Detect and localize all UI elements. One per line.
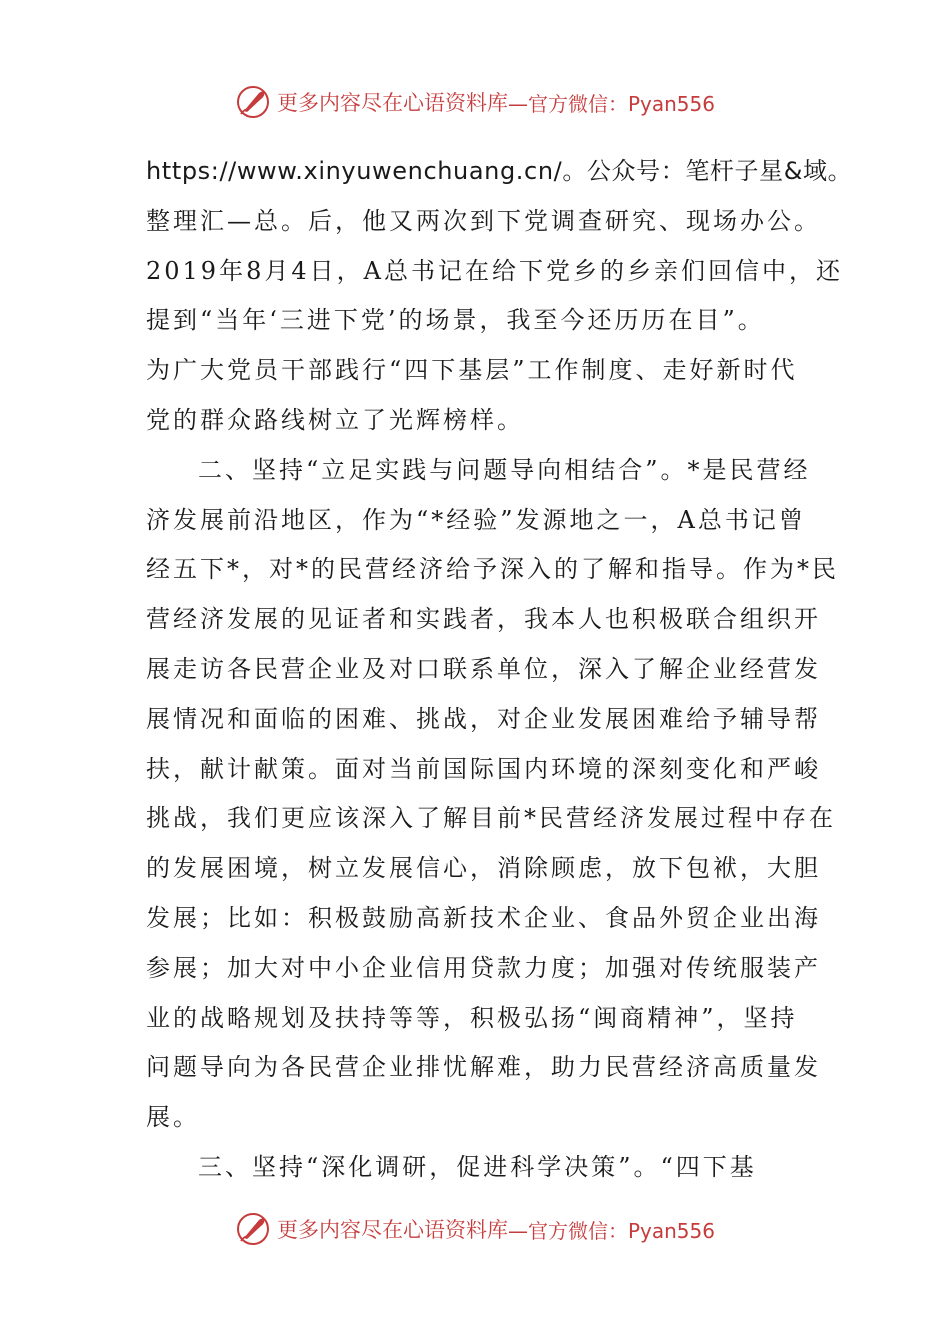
- text-line: 为广大党员干部践行“四下基层”工作制度、走好新时代: [146, 356, 798, 385]
- text-line: 济发展前沿地区，作为“*经验”发源地之一，A总书记曾: [146, 505, 806, 534]
- quill-pen-icon: [235, 1211, 271, 1247]
- text-line: 参展；加大对中小企业信用贷款力度；加强对传统服装产: [146, 953, 821, 982]
- text-line: 的发展困境，树立发展信心，消除顾虑，放下包袱，大胆: [146, 854, 821, 883]
- banner-title: 更多内容尽在心语资料库: [276, 1218, 508, 1242]
- banner-contact: —官方微信：Pyan556: [507, 91, 715, 116]
- text-line: 营经济发展的见证者和实践者，我本人也积极联合组织开: [146, 605, 821, 634]
- text-line: https://www.xinyuwenchuang.cn/。公众号：笔杆子星&域。: [146, 157, 853, 185]
- quill-pen-icon: [235, 84, 271, 120]
- text-line: 展情况和面临的困难、挑战，对企业发展困难给予辅导帮: [146, 704, 821, 733]
- text-line: 挑战，我们更应该深入了解目前*民营经济发展过程中存在: [146, 804, 836, 833]
- text-line: 提到“当年‘三进下党’的场景，我至今还历历在目”。: [146, 306, 765, 335]
- text-line: 展。: [146, 1103, 200, 1132]
- text-line: 三、坚持“深化调研，促进科学决策”。“四下基: [198, 1152, 757, 1181]
- text-line: 扶，献计献策。面对当前国际国内环境的深刻变化和严峻: [146, 754, 821, 783]
- text-line: 经五下*，对*的民营经济给予深入的了解和指导。作为*民: [146, 555, 839, 584]
- banner-contact: —官方微信：Pyan556: [507, 1218, 715, 1243]
- footer-banner: [0, 1207, 950, 1251]
- text-line: 整理汇—总。后，他又两次到下党调查研究、现场办公。: [146, 206, 821, 235]
- text-line: 展走访各民营企业及对口联系单位，深入了解企业经营发: [146, 654, 821, 683]
- document-body: [146, 147, 853, 1193]
- text-line: 发展；比如：积极鼓励高新技术企业、食品外贸企业出海: [146, 903, 821, 932]
- text-line: 二、坚持“立足实践与问题导向相结合”。*是民营经: [198, 455, 811, 484]
- banner-title: 更多内容尽在心语资料库: [276, 91, 508, 115]
- text-line: 问题导向为各民营企业排忧解难，助力民营经济高质量发: [146, 1053, 821, 1082]
- header-banner: [0, 80, 950, 124]
- text-line: 业的战略规划及扶持等等，积极弘扬“闽商精神”，坚持: [146, 1003, 798, 1032]
- text-line: 党的群众路线树立了光辉榜样。: [146, 405, 524, 434]
- text-line: 2019年8月4日，A总书记在给下党乡的乡亲们回信中，还: [146, 256, 843, 285]
